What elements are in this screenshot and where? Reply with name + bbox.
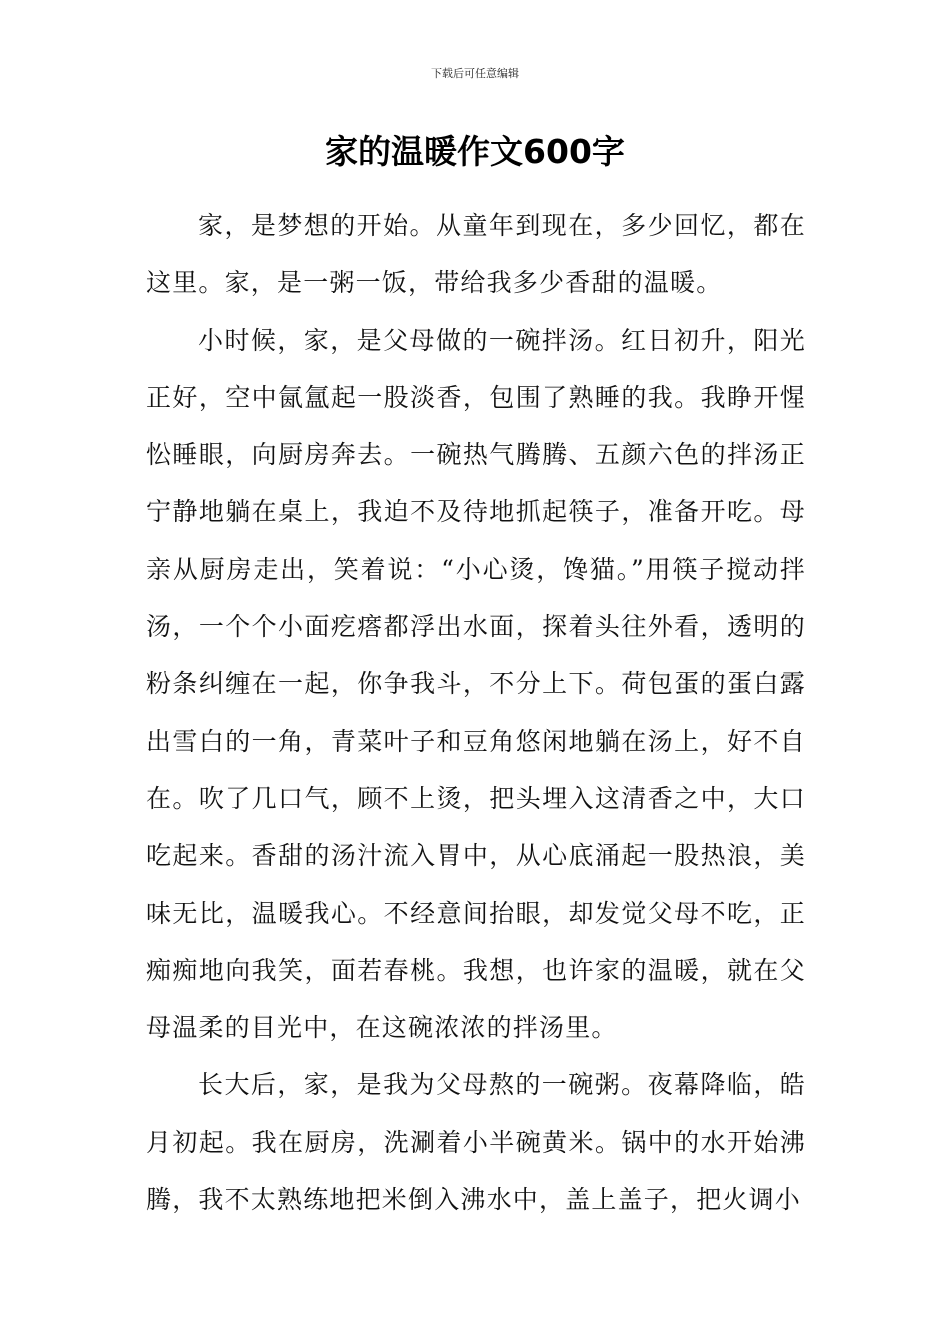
header-note: 下载后可任意编辑 (431, 67, 519, 80)
paragraph-1: 家，是梦想的开始。从童年到现在，多少回忆，都在这里。家，是一粥一饭，带给我多少香甜的温暖。 (146, 211, 806, 298)
paragraph-2: 小时候，家，是父母做的一碗拌汤。红日初升，阳光正好，空中氤氲起一股淡香，包围了熟睡的我。我睁开惺忪睡眼，向厨房奔去。一碗热气腾腾、五颜六色的拌汤正宁静地躺在桌上，我迫不及待地抓起筷子，准备开吃。母亲从厨房走出，笑着说：“小心烫，馋猫。”用筷子搅动拌汤，一个个小面疙瘩都浮出水面，探着头往外看，透明的粉条纠缠在一起，你争我斗，不分上下。荷包蛋的蛋白露出雪白的一角，青菜叶子和豆角悠闲地躺在汤上，好不自在。吹了几口气，顾不上烫，把头埋入这清香之中，大口吃起来。香甜的汤汁流入胃中，从心底涌起一股热浪，美味无比，温暖我心。不经意间抬眼，却发觉父母不吃，正痴痴地向我笑，面若春桃。我想，也许家的温暖，就在父母温柔的目光中，在这碗浓浓的拌汤里。 (146, 325, 806, 1043)
essay-body (146, 197, 806, 1228)
paragraph-3: 长大后，家，是我为父母熬的一碗粥。夜幕降临，皓月初起。我在厨房，洗涮着小半碗黄米。锅中的水开始沸腾，我不太熟练地把米倒入沸水中，盖上盖子，把火调小 (146, 1070, 806, 1215)
page-title: 家的温暖作文600字 (325, 132, 625, 171)
